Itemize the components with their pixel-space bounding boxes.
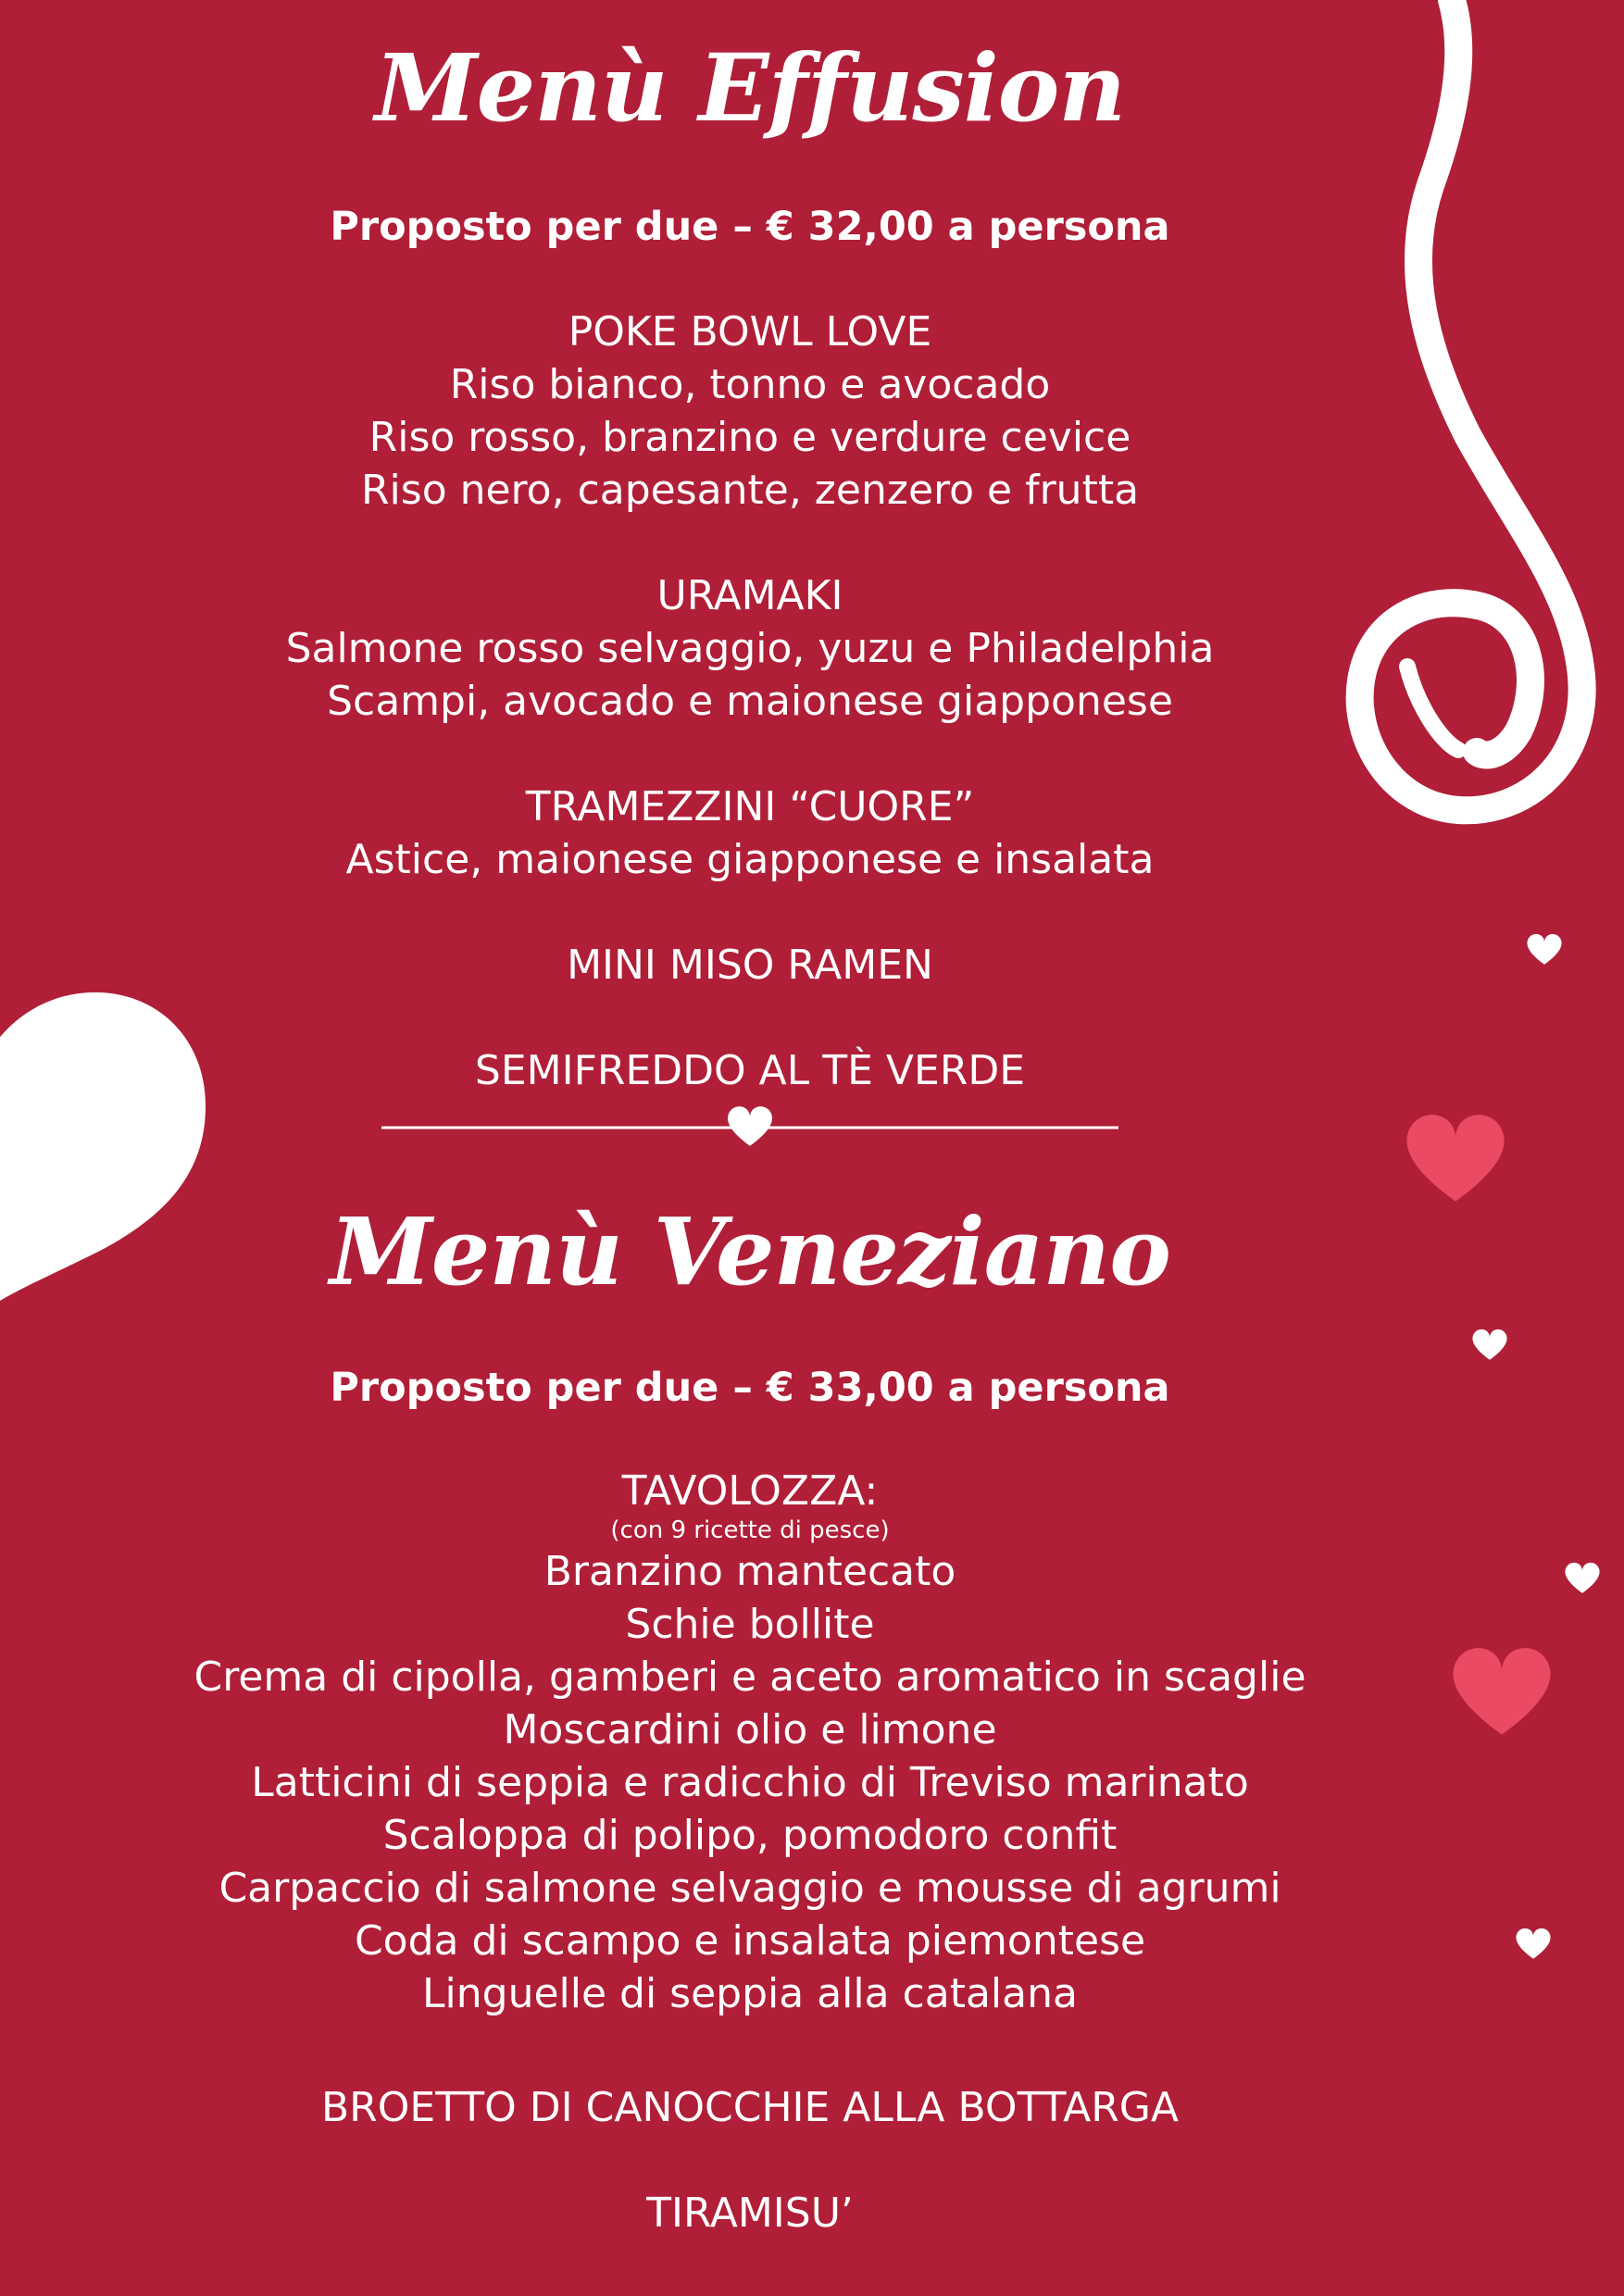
divider-heart-icon <box>728 1106 772 1146</box>
menu1-tramezzini-section <box>0 780 1500 886</box>
section-heading: POKE BOWL LOVE <box>568 308 932 356</box>
small-heart-icon <box>1516 1928 1550 1959</box>
pink-heart-icon <box>1406 1115 1504 1201</box>
menu-item: Moscardini olio e limone <box>503 1706 997 1753</box>
menu-item: Schie bollite <box>625 1601 875 1648</box>
menu-item: Scaloppa di polipo, pomodoro confit <box>382 1812 1118 1859</box>
menu-item: Linguelle di seppia alla catalana <box>422 1970 1078 2017</box>
menu-item: Crema di cipolla, gamberi e aceto aromatico in scaglie <box>194 1653 1306 1701</box>
menu1-ramen: MINI MISO RAMEN <box>567 942 933 989</box>
menu1-price: Proposto per due – € 32,00 a persona <box>330 204 1170 250</box>
section-note: (con 9 ricette di pesce) <box>610 1516 890 1544</box>
menu-item: Carpaccio di salmone selvaggio e mousse di agrumi <box>219 1865 1281 1912</box>
menu2-broetto: BROETTO DI CANOCCHIE ALLA BOTTARGA <box>321 2084 1179 2131</box>
menu-item: Riso nero, capesante, zenzero e frutta <box>360 467 1140 514</box>
menu2-title: Menù Veneziano <box>330 1197 1170 1306</box>
menu-item: Riso bianco, tonno e avocado <box>449 361 1051 408</box>
menu-item: Astice, maionese giapponese e insalata <box>345 836 1155 883</box>
menu1-poke-section <box>0 306 1500 517</box>
menu1-uramaki-section <box>0 569 1500 728</box>
menu1-dessert: SEMIFREDDO AL TÈ VERDE <box>474 1047 1026 1094</box>
menu2-dessert: TIRAMISU’ <box>646 2190 854 2237</box>
menu2-tavolozza-section <box>0 1467 1500 2020</box>
menu-item: Salmone rosso selvaggio, yuzu e Philadelphia <box>285 625 1215 672</box>
section-heading: TAVOLOZZA: <box>621 1467 879 1515</box>
menu2-price: Proposto per due – € 33,00 a persona <box>330 1365 1170 1411</box>
menu-item: Latticini di seppia e radicchio di Treviso marinato <box>251 1759 1249 1806</box>
section-heading: URAMAKI <box>656 572 843 619</box>
small-heart-icon <box>1527 934 1561 965</box>
menu-item: Riso rosso, branzino e verdure cevice <box>369 414 1131 461</box>
menu1-title: Menù Effusion <box>374 33 1126 143</box>
menu-item: Scampi, avocado e maionese giapponese <box>327 678 1173 725</box>
small-heart-icon <box>1472 1329 1506 1360</box>
section-heading: TRAMEZZINI “CUORE” <box>525 783 975 830</box>
small-heart-icon <box>1565 1563 1599 1593</box>
menu-item: Coda di scampo e insalata piemontese <box>354 1917 1146 1965</box>
menu-item: Branzino mantecato <box>543 1548 956 1595</box>
